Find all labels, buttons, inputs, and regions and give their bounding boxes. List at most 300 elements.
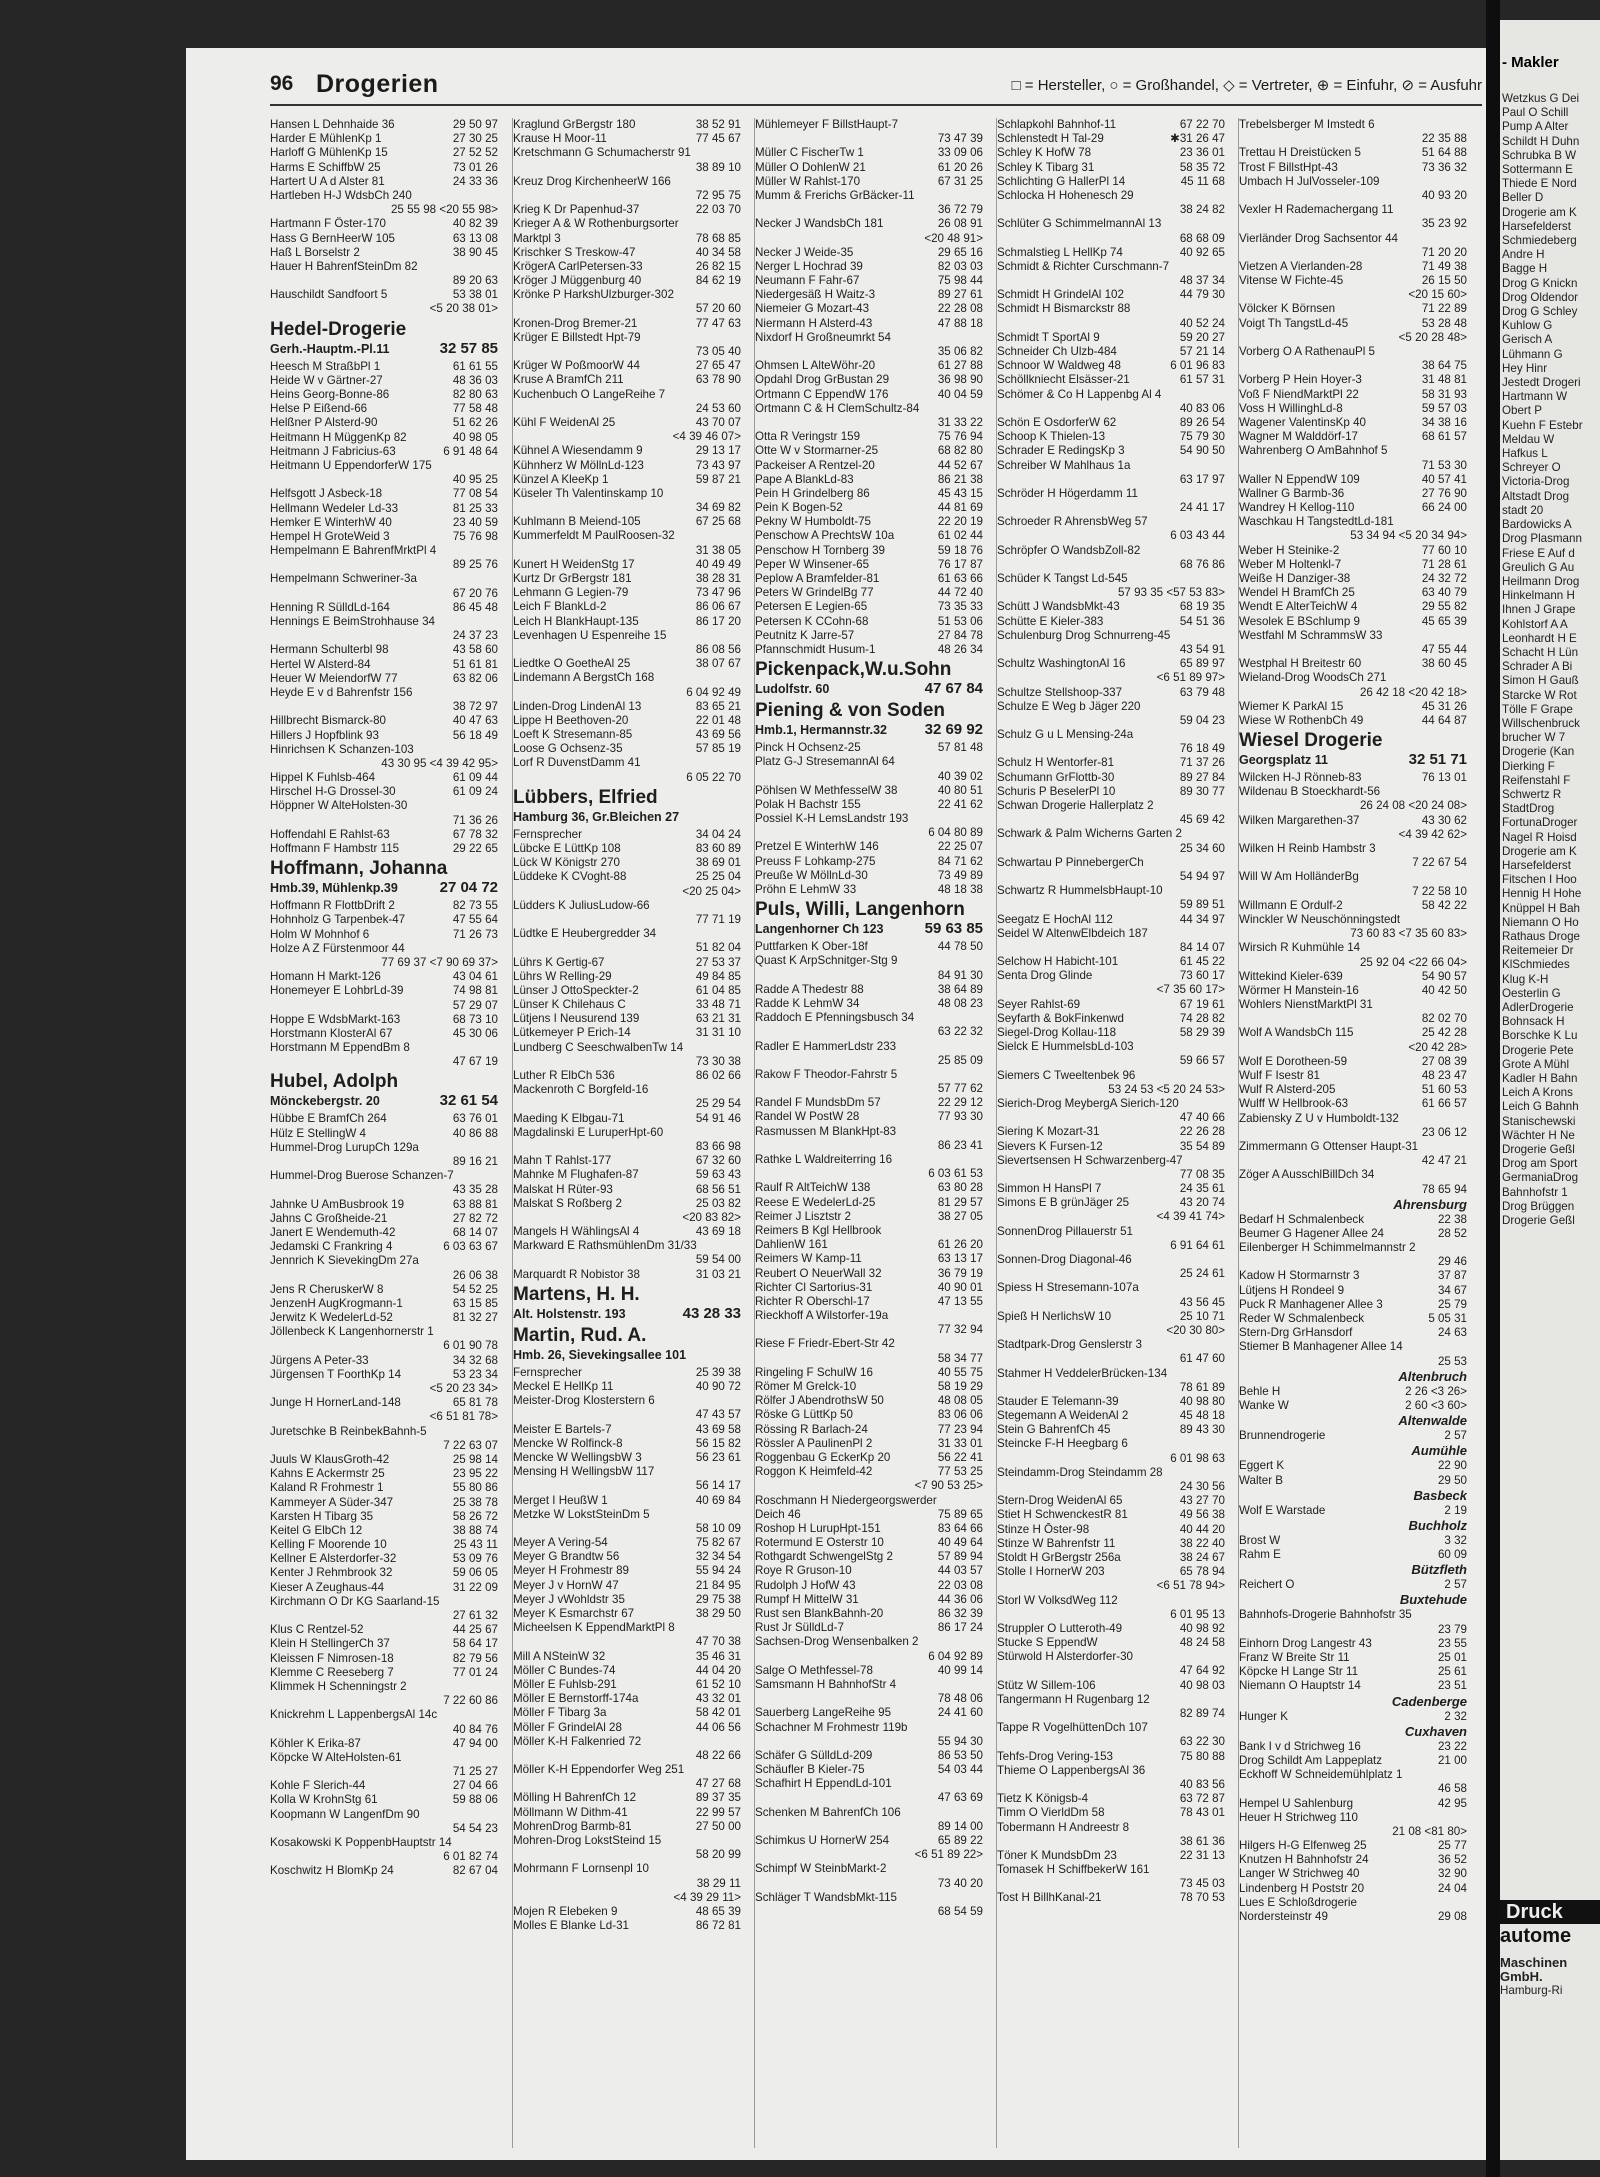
listing-entry bbox=[270, 445, 498, 459]
next-page-listing: Tölle F Grape bbox=[1502, 702, 1573, 716]
listing-entry bbox=[270, 402, 498, 416]
listing-entry bbox=[270, 1254, 498, 1268]
listing-entry bbox=[997, 998, 1225, 1012]
listing-name: Holze A Z Fürstenmoor 44 bbox=[270, 941, 405, 955]
listing-continuation bbox=[997, 1707, 1225, 1721]
listing-address-line bbox=[755, 921, 983, 937]
listing-name: Eilenberger H Schimmelmannstr 2 bbox=[1239, 1241, 1416, 1255]
listing-continuation bbox=[997, 870, 1225, 884]
listing-phone bbox=[979, 1678, 983, 1692]
listing-name: Lundberg C SeeschwalbenTw 14 bbox=[513, 1040, 684, 1054]
listing-entry bbox=[997, 600, 1225, 614]
listing-name: Mohren-Drog LokstSteind 15 bbox=[513, 1834, 662, 1847]
listing-firm-name: Pickenpack,W.u.Sohn bbox=[755, 659, 952, 681]
listing-phone: 2 60 <3 60> bbox=[1405, 1398, 1467, 1412]
listing-name: Schuris P BeselerPl 10 bbox=[997, 784, 1116, 798]
listing-phone: 40 80 51 bbox=[937, 783, 983, 797]
listing-name: Janert E Wendemuth-42 bbox=[270, 1225, 396, 1239]
listing-phone: 47 27 68 bbox=[695, 1777, 741, 1791]
listing-name: Karsten H Tibarg 35 bbox=[270, 1509, 374, 1523]
listing-phone: 45 69 42 bbox=[1179, 813, 1225, 827]
listing-continuation bbox=[997, 898, 1225, 912]
listing-phone: 67 32 60 bbox=[695, 1154, 741, 1168]
listing-name: Seidel W AltenwElbdeich 187 bbox=[997, 926, 1148, 940]
listing-phone: 40 92 65 bbox=[1179, 245, 1225, 259]
listing-phone: 71 37 26 bbox=[1179, 756, 1225, 770]
listing-continuation bbox=[755, 1479, 983, 1493]
listing-name: Stütz W Sillem-106 bbox=[997, 1678, 1096, 1692]
listing-name: Kirchmann O Dr KG Saarland-15 bbox=[270, 1594, 440, 1608]
listing-name: Koschwitz H BlomKp 24 bbox=[270, 1864, 394, 1878]
listing-name: Schreiber W Mahlhaus 1a bbox=[997, 458, 1131, 472]
listing-name: Hartmann F Öster-170 bbox=[270, 217, 386, 231]
listing-phone bbox=[1221, 544, 1225, 558]
listing-entry bbox=[997, 927, 1225, 941]
listing-entry bbox=[997, 388, 1225, 402]
listing-name: Pröhn E LehmW 33 bbox=[755, 883, 857, 896]
listing-entry bbox=[997, 1650, 1225, 1664]
listing-entry bbox=[270, 1311, 498, 1325]
listing-phone: 29 08 bbox=[1437, 1910, 1467, 1923]
listing-entry bbox=[513, 600, 741, 614]
listing-name: Randel F MundsbDm 57 bbox=[755, 1096, 881, 1110]
next-page-listing: Knüppel H Bah bbox=[1502, 901, 1580, 915]
listing-entry bbox=[513, 274, 741, 288]
listing-phone: 6 03 43 44 bbox=[1170, 529, 1225, 543]
listing-name: Ortmann C EppendW 176 bbox=[755, 387, 889, 401]
listing-name: Sievers K Fursen-12 bbox=[997, 1139, 1103, 1153]
listing-entry bbox=[755, 444, 983, 458]
next-page-listing: Friese E Auf d bbox=[1502, 546, 1575, 560]
listing-name: Hermann Schulterbl 98 bbox=[270, 643, 389, 657]
listing-entry bbox=[270, 686, 498, 700]
listing-continuation bbox=[997, 1778, 1225, 1792]
listing-entry bbox=[270, 899, 498, 913]
listing-name: Luther R ElbCh 536 bbox=[513, 1069, 615, 1082]
next-page-listing: Meldau W bbox=[1502, 432, 1555, 446]
listing-phone bbox=[1221, 1253, 1225, 1267]
listing-continuation bbox=[513, 686, 741, 700]
listing-phone: 83 66 98 bbox=[695, 1139, 741, 1153]
listing-entry bbox=[755, 1706, 983, 1720]
listing-name: Köpcke W AlteHolsten-61 bbox=[270, 1750, 402, 1764]
listing-continuation bbox=[1239, 856, 1467, 870]
listing-name: Nerger L Hochrad 39 bbox=[755, 259, 863, 273]
listing-continuation bbox=[997, 1381, 1225, 1395]
listing-name: Packeiser A Rentzel-20 bbox=[755, 458, 875, 472]
listing-phone: 24 32 72 bbox=[1421, 572, 1467, 585]
listing-firm-name: Martin, Rud. A. bbox=[513, 1324, 647, 1346]
listing-phone: 26 15 50 bbox=[1421, 274, 1467, 288]
listing-phone: 44 64 87 bbox=[1421, 713, 1467, 727]
listing-phone: 89 14 00 bbox=[937, 1819, 983, 1833]
listing-entry bbox=[755, 1252, 983, 1266]
listing-phone bbox=[494, 1808, 498, 1822]
display-listing bbox=[270, 858, 498, 896]
listing-phone: 59 63 85 bbox=[924, 920, 983, 938]
listing-phone: 77 45 67 bbox=[695, 132, 741, 146]
listing-entry bbox=[997, 1764, 1225, 1778]
listing-name: Samsmann H BahnhofStr 4 bbox=[755, 1677, 897, 1691]
listing-name: JenzenH AugKrogmann-1 bbox=[270, 1296, 403, 1310]
listing-name: Hoffmann F Hambstr 115 bbox=[270, 842, 400, 855]
listing-entry bbox=[513, 1919, 741, 1933]
listing-phone: 53 23 34 bbox=[452, 1367, 498, 1381]
listing-phone: 71 28 61 bbox=[1421, 557, 1467, 571]
listing-entry bbox=[1239, 402, 1467, 416]
listing-name: Küseler Th Valentinskamp 10 bbox=[513, 486, 664, 500]
listing-phone: 81 29 57 bbox=[937, 1195, 983, 1209]
listing-phone: 54 03 44 bbox=[937, 1763, 983, 1777]
listing-name: Schmidt H Bismarckstr 88 bbox=[997, 302, 1131, 316]
listing-name: Timm O VierldDm 58 bbox=[997, 1806, 1105, 1820]
listing-name: Pape A BlankLd-83 bbox=[755, 472, 854, 486]
listing-entry bbox=[755, 331, 983, 345]
listing-name: Riese F Friedr-Ebert-Str 42 bbox=[755, 1337, 895, 1351]
listing-name: Weber M Holtenkl-7 bbox=[1239, 557, 1342, 571]
listing-phone: 59 54 00 bbox=[695, 1253, 741, 1267]
next-page-listing: Leonhardt H E bbox=[1502, 631, 1577, 645]
listing-phone: 83 06 06 bbox=[937, 1408, 983, 1422]
listing-entry bbox=[1239, 814, 1467, 828]
listing-entry bbox=[270, 288, 498, 302]
listing-entry bbox=[270, 260, 498, 274]
listing-entry bbox=[755, 1593, 983, 1607]
next-page-listing: Greulich G Au bbox=[1502, 560, 1575, 574]
listing-entry bbox=[1239, 1811, 1467, 1825]
listing-entry bbox=[1239, 1504, 1467, 1518]
listing-phone bbox=[494, 1751, 498, 1765]
listing-entry bbox=[755, 1040, 983, 1054]
listing-phone: 40 95 25 bbox=[452, 473, 498, 487]
listing-name: Marktpl 3 bbox=[513, 231, 561, 245]
next-page-listing: Bagge H bbox=[1502, 262, 1548, 276]
listing-phone: 46 58 bbox=[1437, 1782, 1467, 1796]
listing-entry bbox=[755, 1465, 983, 1479]
listing-entry bbox=[513, 444, 741, 458]
listing-entry bbox=[270, 1595, 498, 1609]
listing-name: Klemme C Reeseberg 7 bbox=[270, 1665, 394, 1679]
listing-entry bbox=[755, 1777, 983, 1791]
listing-entry bbox=[755, 1423, 983, 1437]
listing-entry bbox=[755, 1621, 983, 1635]
listing-continuation bbox=[270, 956, 498, 970]
ad-line-5: Hamburg-Ri bbox=[1500, 1984, 1563, 1998]
listing-name: Schäufler B Kieler-75 bbox=[755, 1763, 865, 1777]
listing-entry bbox=[513, 487, 741, 501]
listing-name: Hartleben H-J WdsbCh 240 bbox=[270, 188, 412, 202]
listing-phone: 38 24 82 bbox=[1179, 203, 1225, 217]
listing-phone bbox=[979, 331, 983, 345]
listing-entry bbox=[513, 756, 741, 770]
listing-entry bbox=[755, 1408, 983, 1422]
listing-name: Lührs K Gertig-67 bbox=[513, 955, 605, 969]
listing-phone bbox=[979, 1806, 983, 1820]
listing-phone bbox=[494, 1141, 498, 1155]
listing-phone bbox=[494, 743, 498, 757]
listing-name: Stiet H SchwenckestR 81 bbox=[997, 1508, 1128, 1522]
listing-phone: 43 32 01 bbox=[695, 1692, 741, 1706]
listing-name: Vietzen A Vierlanden-28 bbox=[1239, 259, 1363, 273]
listing-continuation bbox=[997, 1452, 1225, 1466]
listing-entry bbox=[513, 1465, 741, 1479]
listing-entry bbox=[1239, 487, 1467, 501]
listing-entry bbox=[755, 217, 983, 231]
listing-name: Möller K-H Eppendorfer Weg 251 bbox=[513, 1763, 685, 1777]
listing-entry bbox=[270, 729, 498, 743]
listing-phone: 44 06 56 bbox=[695, 1720, 741, 1734]
listing-entry bbox=[270, 1240, 498, 1254]
listing-phone bbox=[1463, 1168, 1467, 1182]
listing-name: Siemers C Tweeltenbek 96 bbox=[997, 1068, 1136, 1082]
listing-entry bbox=[270, 1623, 498, 1637]
listing-name: Mencke W Rolfinck-8 bbox=[513, 1436, 623, 1450]
listing-name: Schimpf W SteinbMarkt-2 bbox=[755, 1862, 887, 1876]
listing-phone bbox=[1463, 345, 1467, 359]
listing-entry bbox=[755, 1721, 983, 1735]
listing-name: Steindamm-Drog Steindamm 28 bbox=[997, 1465, 1163, 1479]
listing-name: Schömer & Co H Lappenbg Al 4 bbox=[997, 387, 1162, 401]
listing-phone: 29 75 38 bbox=[695, 1592, 741, 1606]
listing-phone bbox=[737, 146, 741, 160]
listing-phone: 63 82 06 bbox=[452, 671, 498, 685]
listing-phone: 40 98 92 bbox=[1179, 1621, 1225, 1635]
listing-continuation bbox=[997, 1210, 1225, 1224]
display-listing bbox=[513, 787, 741, 825]
listing-name: Juuls W KlausGroth-42 bbox=[270, 1452, 390, 1466]
listing-name: Heyde E v d Bahrenfstr 156 bbox=[270, 685, 413, 699]
listing-continuation bbox=[755, 416, 983, 430]
listing-continuation bbox=[513, 1635, 741, 1649]
listing-phone: 35 54 89 bbox=[1179, 1139, 1225, 1153]
listing-continuation bbox=[513, 430, 741, 444]
listing-entry bbox=[513, 118, 741, 132]
listing-name: Quast K ArpSchnitger-Stg 9 bbox=[755, 954, 898, 968]
listing-phone: 27 08 39 bbox=[1421, 1054, 1467, 1068]
listing-phone: 6 04 80 89 bbox=[928, 826, 983, 840]
listing-phone: 44 79 30 bbox=[1179, 288, 1225, 302]
listing-phone: 31 33 22 bbox=[937, 415, 983, 429]
listing-name: Rakow F Theodor-Fahrstr 5 bbox=[755, 1067, 898, 1081]
listing-entry bbox=[755, 1678, 983, 1692]
listing-phone: 57 21 14 bbox=[1179, 345, 1225, 358]
listing-entry bbox=[513, 1607, 741, 1621]
listing-entry bbox=[270, 714, 498, 728]
listing-entry bbox=[270, 1368, 498, 1382]
listing-phone: 22 26 28 bbox=[1179, 1125, 1225, 1139]
listing-phone: 56 23 61 bbox=[695, 1450, 741, 1464]
listing-entry bbox=[513, 572, 741, 586]
listing-entry bbox=[513, 1678, 741, 1692]
listing-entry bbox=[997, 302, 1225, 316]
listing-continuation bbox=[755, 232, 983, 246]
listing-phone bbox=[494, 615, 498, 629]
listing-name: Brunnendrogerie bbox=[1239, 1429, 1326, 1443]
listing-continuation bbox=[1239, 359, 1467, 373]
next-page-listing: Hartmann W bbox=[1502, 390, 1568, 404]
listing-entry bbox=[997, 1140, 1225, 1154]
listing-phone: 54 90 57 bbox=[1421, 969, 1467, 983]
listing-entry bbox=[755, 402, 983, 416]
listing-phone: 77 93 30 bbox=[937, 1110, 983, 1124]
listing-phone: 38 24 67 bbox=[1179, 1550, 1225, 1564]
listing-phone bbox=[1221, 1693, 1225, 1707]
listing-phone: 24 53 60 bbox=[695, 401, 741, 415]
listing-phone: 84 91 30 bbox=[937, 968, 983, 982]
listing-phone: 75 98 44 bbox=[937, 274, 983, 288]
listing-phone: 25 98 14 bbox=[452, 1452, 498, 1466]
listing-entry bbox=[1239, 1679, 1467, 1693]
listing-name: Hunger K bbox=[1239, 1709, 1288, 1723]
listing-phone: 48 26 34 bbox=[937, 642, 983, 656]
listing-entry bbox=[755, 798, 983, 812]
listing-entry bbox=[270, 1425, 498, 1439]
listing-firm-name: Martens, H. H. bbox=[513, 1283, 640, 1305]
listing-phone: <5 20 38 01> bbox=[429, 302, 498, 316]
listing-continuation bbox=[997, 586, 1225, 600]
listing-phone: 38 61 36 bbox=[1179, 1834, 1225, 1848]
listing-phone: 32 34 54 bbox=[695, 1550, 741, 1564]
listing-phone bbox=[737, 1508, 741, 1522]
listing-entry bbox=[997, 246, 1225, 260]
listing-phone: 25 77 bbox=[1437, 1839, 1467, 1853]
listing-entry bbox=[270, 572, 498, 586]
listing-phone: 24 04 bbox=[1437, 1881, 1467, 1895]
listing-name: Peplow A Bramfelder-81 bbox=[755, 572, 880, 585]
listing-name: Levenhagen U Espenreihe 15 bbox=[513, 628, 667, 642]
listing-phone: 22 31 13 bbox=[1179, 1848, 1225, 1862]
listing-phone: 24 35 61 bbox=[1179, 1182, 1225, 1196]
listing-name: Deich 46 bbox=[755, 1507, 801, 1521]
listing-phone bbox=[979, 118, 983, 132]
listing-name: Hemker E WinterhW 40 bbox=[270, 515, 392, 529]
listing-entry bbox=[997, 1395, 1225, 1409]
listing-continuation bbox=[755, 1054, 983, 1068]
place-heading: Buxtehude bbox=[1399, 1592, 1467, 1608]
listing-phone: 38 90 45 bbox=[452, 245, 498, 259]
listing-continuation bbox=[1239, 331, 1467, 345]
listing-phone bbox=[737, 529, 741, 543]
listing-entry bbox=[270, 828, 498, 842]
listing-entry bbox=[755, 501, 983, 515]
listing-continuation bbox=[513, 1211, 741, 1225]
listing-name: Hempel U Sahlenburg bbox=[1239, 1796, 1354, 1810]
listing-name: Lütkemeyer P Erich-14 bbox=[513, 1026, 631, 1040]
listing-entry bbox=[270, 984, 498, 998]
listing-entry bbox=[755, 558, 983, 572]
listing-entry bbox=[997, 1097, 1225, 1111]
listing-name: Siering K Mozart-31 bbox=[997, 1125, 1100, 1139]
next-page-listing: Schwertz R bbox=[1502, 787, 1562, 801]
listing-phone: 51 62 26 bbox=[452, 416, 498, 430]
listing-phone: 67 31 25 bbox=[937, 174, 983, 188]
listing-name: Stadtpark-Drog Genslerstr 3 bbox=[997, 1338, 1142, 1352]
listing-phone: 26 08 91 bbox=[937, 217, 983, 231]
next-page-listing: Obert P bbox=[1502, 404, 1542, 418]
listing-continuation bbox=[270, 700, 498, 714]
listing-continuation bbox=[1239, 246, 1467, 260]
listing-address-line bbox=[755, 681, 983, 697]
listing-phone: 86 02 66 bbox=[695, 1069, 741, 1082]
listing-entry bbox=[1239, 1241, 1467, 1255]
listing-name: Schulenburg Drog Schnurreng-45 bbox=[997, 628, 1171, 642]
listing-name: Heitmann U EppendorferW 175 bbox=[270, 458, 432, 472]
listing-entry bbox=[513, 956, 741, 970]
listing-phone: 42 47 21 bbox=[1421, 1154, 1467, 1168]
listing-name: Jürgens A Peter-33 bbox=[270, 1353, 369, 1367]
next-page-listing: Andre H bbox=[1502, 248, 1545, 262]
listing-phone: 56 18 49 bbox=[452, 728, 498, 742]
listing-phone: 58 20 99 bbox=[695, 1848, 741, 1862]
listing-name: Loose G Ochsenz-35 bbox=[513, 742, 623, 756]
listing-name: Wandrey H Kellog-110 bbox=[1239, 501, 1355, 515]
listing-entry bbox=[270, 1354, 498, 1368]
listing-name: Schröpfer O WandsbZoll-82 bbox=[997, 543, 1141, 557]
listing-continuation bbox=[755, 969, 983, 983]
listing-entry bbox=[513, 1721, 741, 1735]
listing-entry bbox=[513, 1069, 741, 1083]
listing-continuation bbox=[755, 1352, 983, 1366]
listing-phone: 27 61 32 bbox=[452, 1609, 498, 1622]
book-gutter bbox=[1486, 0, 1500, 2177]
listing-entry bbox=[513, 175, 741, 189]
listing-name: Jens R CheruskerW 8 bbox=[270, 1282, 384, 1296]
listing-phone: 45 65 39 bbox=[1421, 614, 1467, 628]
listing-firm-name: Hoffmann, Johanna bbox=[270, 858, 448, 880]
listing-phone: 53 28 48 bbox=[1421, 316, 1467, 330]
listing-entry bbox=[270, 146, 498, 160]
listing-name: Puck R Manhagener Allee 3 bbox=[1239, 1297, 1383, 1311]
listing-entry bbox=[1239, 317, 1467, 331]
listing-phone: <6 51 89 97> bbox=[1156, 671, 1225, 685]
listing-entry bbox=[997, 856, 1225, 870]
listing-phone: 71 25 27 bbox=[452, 1765, 498, 1779]
listing-entry bbox=[997, 913, 1225, 927]
listing-phone bbox=[1221, 1821, 1225, 1835]
listing-phone: 43 27 70 bbox=[1179, 1494, 1225, 1508]
listing-phone: 44 52 67 bbox=[937, 458, 983, 472]
listing-continuation bbox=[1239, 1255, 1467, 1269]
listing-phone: 23 51 bbox=[1437, 1679, 1467, 1693]
next-page-listing: Drogerie Geßl bbox=[1502, 1143, 1575, 1157]
listing-phone: 73 36 32 bbox=[1421, 160, 1467, 174]
listing-phone bbox=[494, 1708, 498, 1722]
listing-name: Stern-Drg GrHansdorf bbox=[1239, 1326, 1353, 1340]
listing-phone: 7 22 58 10 bbox=[1412, 884, 1467, 898]
listing-address: Hmb.39, Mühlenkp.39 bbox=[270, 881, 398, 896]
listing-name: Krieg K Dr Papenhud-37 bbox=[513, 203, 640, 217]
listing-name: Rotermund E Osterstr 10 bbox=[755, 1536, 884, 1550]
listing-phone: 31 03 21 bbox=[695, 1267, 741, 1281]
listing-phone: 56 14 17 bbox=[695, 1479, 741, 1493]
listing-name: Waschkau H TangstedtLd-181 bbox=[1239, 515, 1394, 529]
next-page-listing: Drog G Knickn bbox=[1502, 276, 1578, 290]
listing-phone: 6 03 61 53 bbox=[928, 1167, 983, 1181]
listing-phone: 63 88 81 bbox=[452, 1197, 498, 1211]
listing-phone: 40 34 58 bbox=[695, 245, 741, 259]
listing-entry bbox=[1239, 1340, 1467, 1354]
listing-entry bbox=[755, 1635, 983, 1649]
listing-phone: 58 34 77 bbox=[937, 1351, 983, 1365]
listing-phone: 32 51 71 bbox=[1408, 751, 1467, 769]
listing-phone bbox=[494, 1325, 498, 1339]
listing-phone bbox=[494, 1836, 498, 1850]
listing-phone bbox=[494, 1041, 498, 1055]
listing-phone bbox=[1463, 515, 1467, 529]
listing-phone: 47 63 69 bbox=[937, 1791, 983, 1805]
listing-phone: 54 54 23 bbox=[452, 1821, 498, 1835]
listing-entry bbox=[1239, 1459, 1467, 1473]
